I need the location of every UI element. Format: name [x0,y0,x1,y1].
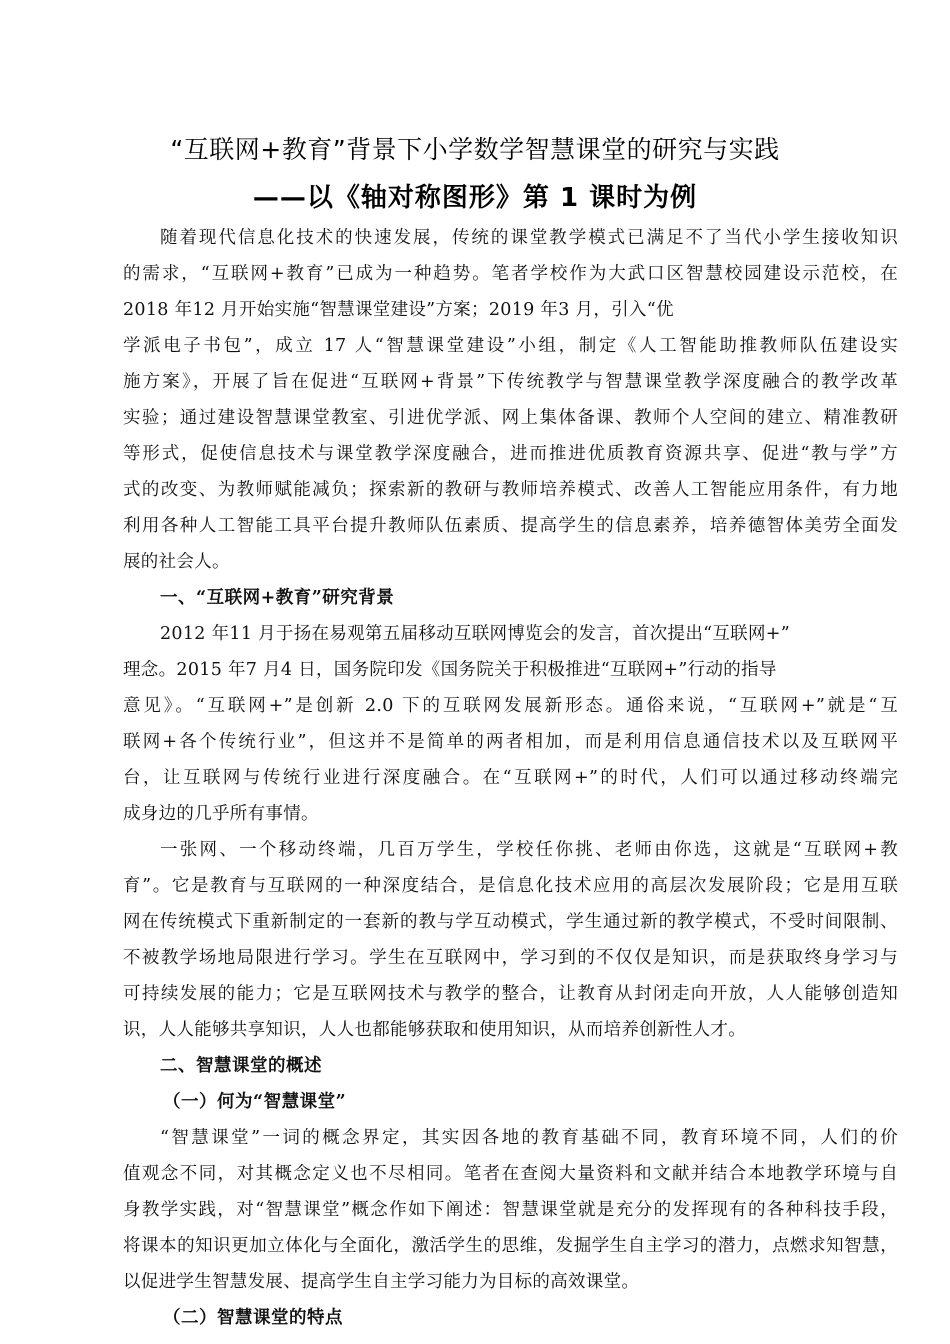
section-heading: 二、智慧课堂的概述 [160,1056,322,1076]
paragraph-line: 网在传统模式下重新制定的一套新的教与学互动模式，学生通过新的教学模式，不受时间限制、 [123,912,898,932]
paragraph-line: 学派电子书包”，成立 17 人“智慧课堂建设”小组，制定《人工智能助推教师队伍建设实 [123,336,898,356]
paragraph-line: 展的社会人。 [123,552,230,572]
paragraph-line: 等形式，促使信息技术与课堂教学深度融合，进而推进优质教育资源共享、促进“教与学”方 [123,444,898,464]
paragraph-line: 施方案》，开展了旨在促进“互联网+背景”下传统教学与智慧课堂教学深度融合的教学改革 [123,372,898,392]
paragraph-line: 利用各种人工智能工具平台提升教师队伍素质、提高学生的信息素养，培养德智体美劳全面发 [123,516,898,536]
section-heading: 一、“互联网+教育”研究背景 [160,588,395,608]
paragraph-line: 实验；通过建设智慧课堂教室、引进优学派、网上集体备课、教师个人空间的建立、精准教研 [123,408,898,428]
paragraph-line: 身教学实践，对“智慧课堂”概念作如下阐述：智慧课堂就是充分的发挥现有的各种科技手段， [123,1200,898,1220]
paragraph-line: 一张网、一个移动终端，几百万学生，学校任你挑、老师由你选，这就是“互联网+教 [160,840,898,860]
paragraph-line: “智慧课堂”一词的概念界定，其实因各地的教育基础不同，教育环境不同，人们的价 [160,1128,898,1148]
paragraph-line: 不被教学场地局限进行学习。学生在互联网中，学习到的不仅仅是知识，而是获取终身学习与 [123,948,898,968]
paragraph-line: 意见》。“互联网+”是创新 2.0 下的互联网发展新形态。通俗来说，“互联网+”就是“互 [123,696,898,716]
paragraph-line: 值观念不同，对其概念定义也不尽相同。笔者在查阅大量资料和文献并结合本地教学环境与自 [123,1164,898,1184]
paragraph-line: 成身边的几乎所有事情。 [123,804,319,824]
subsection-heading: （二）智慧课堂的特点 [163,1308,343,1328]
paragraph-line: 随着现代信息化技术的快速发展，传统的课堂教学模式已满足不了当代小学生接收知识 [160,228,898,248]
paragraph-line: 育”。它是教育与互联网的一种深度结合，是信息化技术应用的高层次发展阶段；它是用互联 [123,876,898,896]
paragraph-line: 2012 年11 月于扬在易观第五届移动互联网博览会的发言，首次提出“互联网+” [160,624,790,644]
document-title: “互联网+教育”背景下小学数学智慧课堂的研究与实践 [170,135,780,164]
paragraph-line: 的需求，“互联网+教育”已成为一种趋势。笔者学校作为大武口区智慧校园建设示范校，在 [123,264,898,284]
paragraph-line: 识，人人能够共享知识，人人也都能够获取和使用知识，从而培养创新性人才。 [123,1020,746,1040]
paragraph-line: 可持续发展的能力；它是互联网技术与教学的整合，让教育从封闭走向开放，人人能够创造知 [123,984,898,1004]
paragraph-line: 以促进学生智慧发展、提高学生自主学习能力为目标的高效课堂。 [123,1272,640,1292]
subsection-heading: （一）何为“智慧课堂” [163,1092,347,1112]
paragraph-line: 联网+各个传统行业”，但这并不是简单的两者相加，而是利用信息通信技术以及互联网平 [123,732,898,752]
paragraph-line: 理念。2015 年7 月4 日，国务院印发《国务院关于积极推进“互联网+”行动的指导 [123,660,777,680]
paragraph-line: 2018 年12 月开始实施“智慧课堂建设”方案；2019 年3 月，引入“优 [123,300,674,320]
paragraph-line: 将课本的知识更加立体化与全面化，激活学生的思维，发掘学生自主学习的潜力，点燃求知智慧， [123,1236,898,1256]
document-subtitle: ——以《轴对称图形》第 1 课时为例 [252,183,698,213]
paragraph-line: 式的改变、为教师赋能减负；探索新的教研与教师培养模式、改善人工智能应用条件，有力地 [123,480,898,500]
paragraph-line: 台，让互联网与传统行业进行深度融合。在“互联网+”的时代，人们可以通过移动终端完 [123,768,898,788]
